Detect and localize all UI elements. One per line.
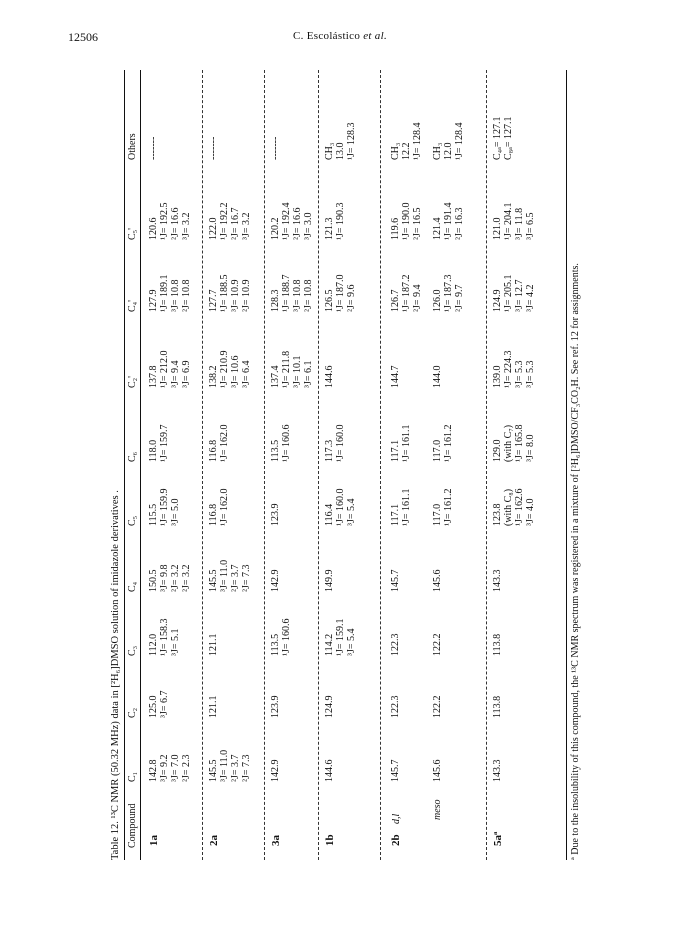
table-cell: ²J= 16.5 xyxy=(412,207,423,240)
table-cell: ²J= 16.6 xyxy=(292,207,303,240)
table-cell: 142.9 xyxy=(270,569,281,592)
table-cell: 122.3 xyxy=(390,695,401,718)
table-cell: ²J= 3.2 xyxy=(170,564,181,592)
table-cell: ³J= 4.0 xyxy=(525,498,536,526)
nmr-table xyxy=(110,70,590,860)
table-cell: ³J= 9.4 xyxy=(170,360,181,388)
table-cell: 121.0 xyxy=(492,217,503,240)
table-cell: ¹J= 187.2 xyxy=(401,274,412,312)
table-cell: ¹J= 159.9 xyxy=(159,488,170,526)
table-cell: ¹J= 192.5 xyxy=(159,202,170,240)
table-cell: ¹J= 211.8 xyxy=(281,350,292,388)
row-divider xyxy=(202,70,203,860)
table-cell: ²J= 7.3 xyxy=(241,754,252,782)
column-header: C₁ xyxy=(127,771,138,782)
column-header: C₂' xyxy=(127,376,138,388)
table-cell: C₄ₐ= 127.1 xyxy=(492,116,503,160)
table-cell: 116.8 xyxy=(208,503,219,526)
table-cell: ¹J= 128.3 xyxy=(346,122,357,160)
table-cell: ³J= 6.1 xyxy=(303,360,314,388)
table-cell: 120.2 xyxy=(270,217,281,240)
table-cell: 122.2 xyxy=(432,633,443,656)
table-cell: ------- xyxy=(148,136,159,160)
table-cell: ³J= 11.8 xyxy=(514,207,525,240)
table-cell: 121.1 xyxy=(208,695,219,718)
table-cell: 128.3 xyxy=(270,289,281,312)
table-cell: 113.8 xyxy=(492,695,503,718)
table-cell: 145.5 xyxy=(208,759,219,782)
table-cell: ¹J= 162.6 xyxy=(514,488,525,526)
table-cell: 122.0 xyxy=(208,217,219,240)
table-cell: 113.5 xyxy=(270,439,281,462)
table-cell: 112.0 xyxy=(148,633,159,656)
table-cell: ³J= 11.0 xyxy=(219,559,230,592)
column-header: C₅ xyxy=(127,515,138,526)
table-cell: ²J= 3.7 xyxy=(230,564,241,592)
table-cell: 144.6 xyxy=(324,759,335,782)
table-cell: ³J= 9.8 xyxy=(159,564,170,592)
table-cell: CH₃ xyxy=(324,142,335,160)
table-cell: ³J= 6.7 xyxy=(159,690,170,718)
table-cell: 121.1 xyxy=(208,633,219,656)
table-cell: ²J= 10.8 xyxy=(303,279,314,312)
table-cell: ²J= 10.9 xyxy=(241,279,252,312)
compound-label: 1b xyxy=(324,834,336,846)
table-cell: 145.6 xyxy=(432,569,443,592)
table-cell: C₈ₐ= 127.1 xyxy=(503,116,514,160)
table-cell: 139.0 xyxy=(492,365,503,388)
author-name: C. Escolástico xyxy=(293,30,361,42)
table-cell: 121.3 xyxy=(324,217,335,240)
table-cell: ¹J= 160.0 xyxy=(335,488,346,526)
bottom-rule xyxy=(566,70,567,860)
column-header: C₃ xyxy=(127,645,138,656)
table-cell: 143.3 xyxy=(492,759,503,782)
table-cell: ¹J= 192.2 xyxy=(219,202,230,240)
table-cell: ³J= 5.4 xyxy=(346,628,357,656)
table-cell: 119.6 xyxy=(390,217,401,240)
table-cell: 138.2 xyxy=(208,365,219,388)
table-cell: 144.0 xyxy=(432,365,443,388)
column-header: C₄ xyxy=(127,581,138,592)
table-cell: ²J= 10.8 xyxy=(181,279,192,312)
table-cell: ³J= 5.1 xyxy=(170,628,181,656)
table-cell: 150.5 xyxy=(148,569,159,592)
compound-label: 2a xyxy=(208,835,220,846)
column-header: C₅' xyxy=(127,228,138,240)
table-cell: ³J= 5.3 xyxy=(525,360,536,388)
table-cell: 137.8 xyxy=(148,365,159,388)
compound-label: 3a xyxy=(270,835,282,846)
table-cell: ²J= 16.6 xyxy=(170,207,181,240)
table-cell: 145.5 xyxy=(208,569,219,592)
table-cell: ------- xyxy=(208,136,219,160)
table-cell: ¹J= 161.1 xyxy=(401,424,412,462)
table-cell: 116.8 xyxy=(208,439,219,462)
table-footnote: ª Due to the insolubility of this compound, the ¹³C NMR spectrum was registered in a mixture of [²H₆]DMSO/CF₃CO₂H. See ref. 12 for assignments. xyxy=(570,263,581,860)
table-cell: 122.2 xyxy=(432,695,443,718)
table-cell: 123.9 xyxy=(270,503,281,526)
table-cell: 121.4 xyxy=(432,217,443,240)
table-cell: 113.5 xyxy=(270,633,281,656)
table-cell: 113.8 xyxy=(492,633,503,656)
table-cell: 142.8 xyxy=(148,759,159,782)
table-cell: (with C₇) xyxy=(503,424,514,462)
table-cell: 122.3 xyxy=(390,633,401,656)
column-header: C₆ xyxy=(127,451,138,462)
table-cell: ¹J= 162.0 xyxy=(219,488,230,526)
table-cell: ¹J= 128.4 xyxy=(454,122,465,160)
table-cell: 126.5 xyxy=(324,289,335,312)
table-cell: ²J= 9.7 xyxy=(454,284,465,312)
table-cell: CH₃ xyxy=(390,142,401,160)
table-cell: ¹J= 212.0 xyxy=(159,350,170,388)
table-cell: ³J= 10.9 xyxy=(230,279,241,312)
compound-label: 5aª xyxy=(492,831,504,846)
table-cell: 123.8 xyxy=(492,503,503,526)
table-cell: ³J= 5.3 xyxy=(514,360,525,388)
row-divider xyxy=(264,70,265,860)
table-cell: ²J= 9.4 xyxy=(412,284,423,312)
table-cell: 117.0 xyxy=(432,439,443,462)
top-rule xyxy=(124,70,125,860)
table-cell: 127.7 xyxy=(208,289,219,312)
table-cell: ¹J= 205.1 xyxy=(503,274,514,312)
table-cell: 126.0 xyxy=(432,289,443,312)
table-cell: ¹J= 192.4 xyxy=(281,202,292,240)
table-cell: ¹J= 191.4 xyxy=(443,202,454,240)
table-cell: 115.5 xyxy=(148,503,159,526)
table-cell: (with C₈) xyxy=(503,488,514,526)
table-cell: 143.3 xyxy=(492,569,503,592)
row-divider xyxy=(486,70,487,860)
table-cell: ³J= 8.0 xyxy=(525,434,536,462)
table-cell: 144.7 xyxy=(390,365,401,388)
table-cell: ¹J= 190.0 xyxy=(401,202,412,240)
table-cell: 117.3 xyxy=(324,439,335,462)
table-cell: ³J= 6.5 xyxy=(525,212,536,240)
table-cell: ³J= 3.0 xyxy=(303,212,314,240)
table-cell: ------- xyxy=(270,136,281,160)
table-cell: ¹J= 189.1 xyxy=(159,274,170,312)
table-cell: 149.9 xyxy=(324,569,335,592)
table-cell: ²J= 3.2 xyxy=(181,564,192,592)
table-cell: ³J= 3.2 xyxy=(181,212,192,240)
compound-isomer: d,l xyxy=(391,813,402,824)
table-cell: ¹J= 160.6 xyxy=(281,424,292,462)
table-cell: ³J= 5.0 xyxy=(170,498,181,526)
table-cell: ²J= 2.3 xyxy=(181,754,192,782)
table-cell: 124.9 xyxy=(324,695,335,718)
table-cell: ¹J= 160.0 xyxy=(335,424,346,462)
column-header: C₂ xyxy=(127,707,138,718)
table-cell: 12.0 xyxy=(443,142,454,160)
row-divider xyxy=(318,70,319,860)
table-cell: ¹J= 159.7 xyxy=(159,424,170,462)
table-cell: 118.0 xyxy=(148,439,159,462)
table-cell: ¹J= 128.4 xyxy=(412,122,423,160)
page-number: 12506 xyxy=(68,30,98,44)
table-cell: ¹J= 188.7 xyxy=(281,274,292,312)
table-cell: ³J= 10.8 xyxy=(292,279,303,312)
row-divider xyxy=(380,70,381,860)
table-cell: ¹J= 158.3 xyxy=(159,618,170,656)
table-cell: ²J= 3.7 xyxy=(230,754,241,782)
table-cell: ²J= 16.3 xyxy=(454,207,465,240)
table-cell: ³J= 10.1 xyxy=(292,355,303,388)
table-cell: ³J= 5.4 xyxy=(346,498,357,526)
table-cell: 117.1 xyxy=(390,439,401,462)
table-cell: 13.0 xyxy=(335,142,346,160)
table-cell: CH₃ xyxy=(432,142,443,160)
table-cell: ¹J= 224.3 xyxy=(503,350,514,388)
column-header: Others xyxy=(127,133,138,160)
table-cell: 137.4 xyxy=(270,365,281,388)
table-cell: 145.6 xyxy=(432,759,443,782)
compound-label: 2b xyxy=(390,834,402,846)
column-header: C₄' xyxy=(127,300,138,312)
table-cell: ¹J= 160.6 xyxy=(281,618,292,656)
table-cell: ³J= 6.9 xyxy=(181,360,192,388)
table-cell: 116.4 xyxy=(324,503,335,526)
table-cell: ¹J= 165.8 xyxy=(514,424,525,462)
table-cell: ¹J= 190.3 xyxy=(335,202,346,240)
table-cell: ³J= 12.7 xyxy=(514,279,525,312)
table-cell: 145.7 xyxy=(390,759,401,782)
table-cell: ³J= 6.4 xyxy=(241,360,252,388)
table-cell: 114.2 xyxy=(324,633,335,656)
table-cell: 145.7 xyxy=(390,569,401,592)
table-cell: 117.0 xyxy=(432,503,443,526)
table-cell: ¹J= 162.0 xyxy=(219,424,230,462)
running-head xyxy=(0,30,680,42)
table-cell: ²J= 7.3 xyxy=(241,564,252,592)
table-caption: Table 12. ¹³C NMR (50.32 MHz) data in [²H₆]DMSO solution of imidazole derivatives . xyxy=(110,490,121,860)
table-cell: 126.7 xyxy=(390,289,401,312)
table-cell: 144.6 xyxy=(324,365,335,388)
table-cell: ³J= 10.8 xyxy=(170,279,181,312)
table-cell: 142.9 xyxy=(270,759,281,782)
table-cell: 127.9 xyxy=(148,289,159,312)
table-cell: 129.0 xyxy=(492,439,503,462)
table-cell: ¹J= 187.3 xyxy=(443,274,454,312)
table-cell: ¹J= 161.2 xyxy=(443,488,454,526)
header-rule xyxy=(140,70,141,860)
author-etal: et al. xyxy=(363,30,387,42)
table-cell: ¹J= 188.5 xyxy=(219,274,230,312)
table-cell: ¹J= 210.9 xyxy=(219,350,230,388)
table-cell: ³J= 11.0 xyxy=(219,749,230,782)
table-cell: ¹J= 161.1 xyxy=(401,488,412,526)
table-cell: ³J= 4.2 xyxy=(525,284,536,312)
table-cell: ¹J= 187.0 xyxy=(335,274,346,312)
table-cell: ³J= 7.0 xyxy=(170,754,181,782)
table-cell: ³J= 10.6 xyxy=(230,355,241,388)
compound-isomer: meso xyxy=(432,799,443,820)
table-cell: 123.9 xyxy=(270,695,281,718)
table-cell: ²J= 9.6 xyxy=(346,284,357,312)
table-cell: ³J= 9.2 xyxy=(159,754,170,782)
table-cell: 120.6 xyxy=(148,217,159,240)
table-cell: ³J= 3.2 xyxy=(241,212,252,240)
table-cell: ²J= 16.7 xyxy=(230,207,241,240)
column-header: Compound xyxy=(127,803,138,848)
table-cell: 12.2 xyxy=(401,142,412,160)
table-cell: ¹J= 204.1 xyxy=(503,202,514,240)
table-cell: ¹J= 161.2 xyxy=(443,424,454,462)
compound-label: 1a xyxy=(148,835,160,846)
table-cell: ¹J= 159.1 xyxy=(335,618,346,656)
table-cell: 117.1 xyxy=(390,503,401,526)
table-cell: 125.0 xyxy=(148,695,159,718)
table-cell: 124.9 xyxy=(492,289,503,312)
